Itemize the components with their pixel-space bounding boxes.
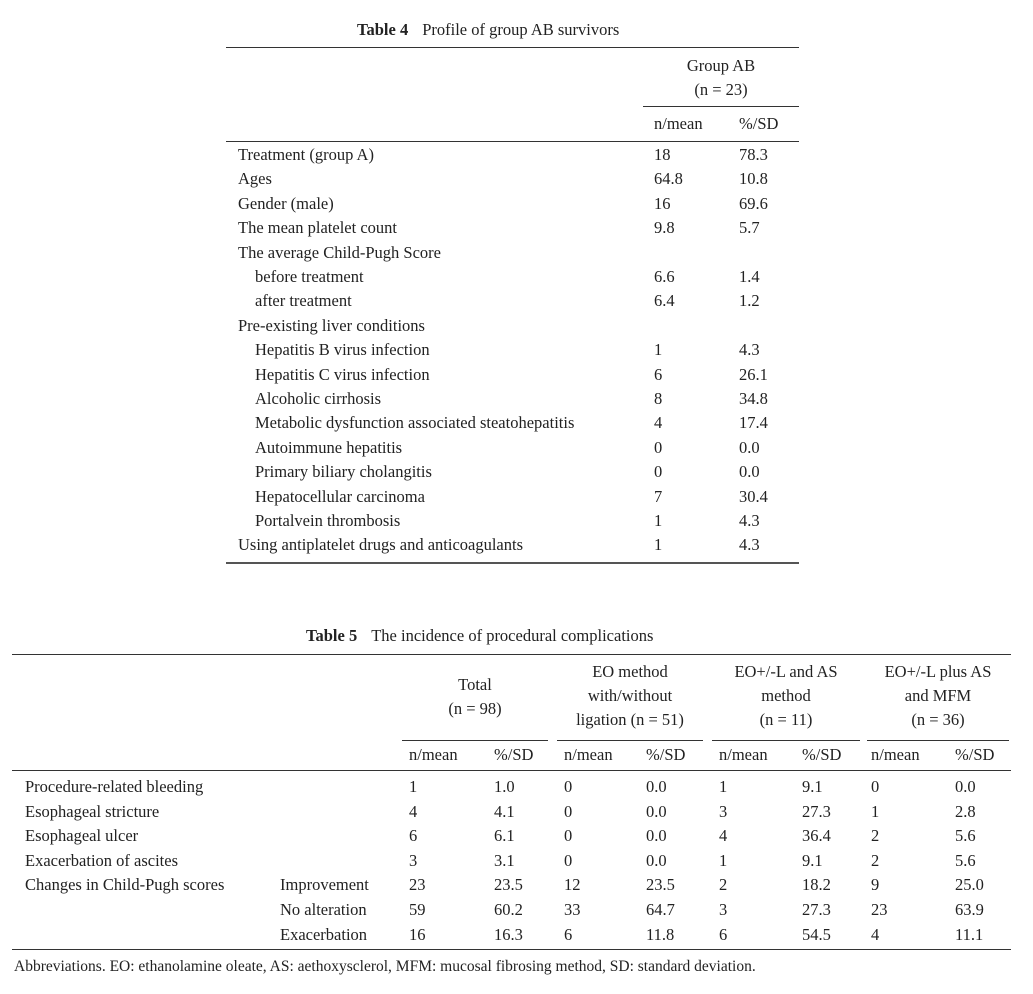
table5-cell-nmean: 0 bbox=[564, 801, 573, 821]
table5-cell-nmean: 6 bbox=[564, 924, 573, 944]
table4-row-nmean: 6.4 bbox=[654, 291, 675, 311]
table5-group-header-line: EO+/-L and AS bbox=[734, 662, 838, 681]
table4-row-nmean: 1 bbox=[654, 511, 663, 530]
table4-row-nmean: 7 bbox=[654, 486, 663, 506]
table5-cell-pctsd: 27.3 bbox=[802, 900, 831, 919]
table5-group-header-line: (n = 11) bbox=[759, 710, 813, 729]
table5-group-rule bbox=[867, 740, 1009, 741]
table4-row-label: Hepatitis C virus infection bbox=[255, 364, 430, 384]
table4-label: Table 4 bbox=[357, 20, 409, 39]
table4-row-pctsd: 4.3 bbox=[739, 511, 760, 530]
table5-cell-pctsd: 36.4 bbox=[802, 826, 831, 846]
table5-row-sublabel: Improvement bbox=[280, 875, 369, 895]
table5-group-header-line: Total bbox=[458, 675, 492, 694]
table5-cell-pctsd: 9.1 bbox=[802, 850, 823, 870]
table4-row-pctsd: 4.3 bbox=[739, 340, 760, 360]
table5-cell-pctsd: 63.9 bbox=[955, 900, 984, 919]
table5-cell-nmean: 6 bbox=[409, 826, 418, 846]
table4-row-nmean: 64.8 bbox=[654, 169, 683, 189]
table5-caption: The incidence of procedural complications bbox=[371, 626, 654, 645]
table5-cell-pctsd: 11.1 bbox=[955, 924, 984, 944]
table5-cell-pctsd: 0.0 bbox=[646, 777, 667, 796]
table5-cell-nmean: 1 bbox=[719, 850, 728, 870]
table4-row-nmean: 9.8 bbox=[654, 218, 675, 238]
table4-row-nmean: 16 bbox=[654, 193, 671, 213]
table4-row-nmean: 8 bbox=[654, 389, 663, 408]
table4-row-label: before treatment bbox=[255, 267, 364, 286]
table5-cell-nmean: 2 bbox=[719, 875, 728, 895]
table4-row-pctsd: 10.8 bbox=[739, 169, 768, 189]
table5-cell-nmean: 59 bbox=[409, 900, 426, 919]
table4-title bbox=[357, 20, 619, 40]
table4-row-label: The mean platelet count bbox=[238, 218, 397, 238]
table4-col-nmean: n/mean bbox=[654, 114, 703, 133]
table5-col-nmean: n/mean bbox=[871, 745, 920, 764]
table4-row-label: Primary biliary cholangitis bbox=[255, 462, 432, 482]
table5-cell-pctsd: 23.5 bbox=[646, 875, 675, 895]
table4-col-pctsd: %/SD bbox=[739, 114, 779, 133]
table5-cell-pctsd: 5.6 bbox=[955, 826, 976, 846]
table5-cell-nmean: 33 bbox=[564, 900, 581, 919]
table5-cell-nmean: 3 bbox=[719, 801, 728, 821]
table4-row-nmean: 4 bbox=[654, 413, 663, 433]
table5-label: Table 5 bbox=[306, 626, 358, 645]
table4-row-nmean: 0 bbox=[654, 462, 663, 482]
table5-top-rule bbox=[12, 654, 1011, 655]
table4-group-rule bbox=[643, 106, 799, 107]
table5-group-header-line: and MFM bbox=[904, 686, 972, 705]
table5-cell-pctsd: 54.5 bbox=[802, 924, 831, 944]
table5-group-rule bbox=[712, 740, 860, 741]
table5-cell-pctsd: 0.0 bbox=[646, 826, 667, 846]
table4-row-label: Pre-existing liver conditions bbox=[238, 315, 425, 335]
table5-group-header-line: (n = 98) bbox=[448, 699, 502, 718]
table5-cell-pctsd: 3.1 bbox=[494, 850, 515, 870]
table5-cell-pctsd: 0.0 bbox=[646, 801, 667, 821]
table5-cell-pctsd: 11.8 bbox=[646, 924, 675, 944]
table5-cell-nmean: 1 bbox=[719, 777, 728, 796]
table4-row-label: Using antiplatelet drugs and anticoagulants bbox=[238, 535, 524, 555]
table5-bottom-rule bbox=[12, 949, 1011, 950]
table5-cell-nmean: 23 bbox=[409, 875, 426, 895]
table4-row-label: Hepatocellular carcinoma bbox=[255, 486, 425, 506]
table5-cell-nmean: 0 bbox=[564, 850, 573, 870]
table5-footnote: Abbreviations. EO: ethanolamine oleate, AS: aethoxysclerol, MFM: mucosal fibrosing method, SD: standard deviation. bbox=[14, 958, 756, 975]
table4-row-label: Portalvein thrombosis bbox=[255, 511, 401, 530]
table4-row-pctsd: 34.8 bbox=[739, 389, 768, 408]
table5-header-rule bbox=[12, 770, 1011, 771]
table5-group-rule bbox=[557, 740, 703, 741]
table4-row-pctsd: 1.2 bbox=[739, 291, 760, 311]
table5-cell-nmean: 6 bbox=[719, 924, 728, 944]
table5-cell-nmean: 2 bbox=[871, 850, 880, 870]
table5-cell-pctsd: 64.7 bbox=[646, 900, 675, 919]
table5-group-header-line: ligation (n = 51) bbox=[576, 710, 684, 729]
table4-row-pctsd: 17.4 bbox=[739, 413, 768, 433]
table5-cell-nmean: 3 bbox=[409, 850, 418, 870]
table4-row-label: Gender (male) bbox=[238, 193, 334, 213]
table5-group-header-line: EO method bbox=[592, 662, 668, 681]
table5-cell-pctsd: 27.3 bbox=[802, 801, 831, 821]
table5-cell-pctsd: 0.0 bbox=[955, 777, 976, 796]
table4-caption: Profile of group AB survivors bbox=[422, 20, 620, 39]
table5-cell-nmean: 23 bbox=[871, 900, 888, 919]
table5-row-label: Exacerbation of ascites bbox=[25, 850, 179, 870]
table4-row-pctsd: 26.1 bbox=[739, 364, 768, 384]
table5-cell-nmean: 2 bbox=[871, 826, 880, 846]
table4-header-rule bbox=[226, 141, 799, 142]
table5-cell-nmean: 1 bbox=[409, 777, 418, 796]
table5-group-header-line: EO+/-L plus AS bbox=[884, 662, 992, 681]
table4-group-n: (n = 23) bbox=[694, 80, 748, 99]
table4-row-label: Alcoholic cirrhosis bbox=[255, 389, 382, 408]
table4-row-nmean: 0 bbox=[654, 437, 663, 457]
table4-row-nmean: 1 bbox=[654, 340, 663, 360]
table4-row-pctsd: 69.6 bbox=[739, 193, 768, 213]
table4-row-pctsd: 5.7 bbox=[739, 218, 760, 238]
table4-row-label: after treatment bbox=[255, 291, 352, 311]
table5-cell-pctsd: 60.2 bbox=[494, 900, 523, 919]
table5-cell-pctsd: 16.3 bbox=[494, 924, 523, 944]
table4-row-label: Ages bbox=[238, 169, 272, 189]
table5-cell-nmean: 0 bbox=[564, 777, 573, 796]
table5-cell-pctsd: 4.1 bbox=[494, 801, 515, 821]
table4-row-nmean: 18 bbox=[654, 145, 671, 164]
table5-col-nmean: n/mean bbox=[564, 745, 613, 764]
table5-group-header-line: with/without bbox=[587, 686, 673, 705]
table5-col-pctsd: %/SD bbox=[955, 745, 995, 764]
table4-top-rule bbox=[226, 47, 799, 48]
table5-row-sublabel: Exacerbation bbox=[280, 924, 368, 944]
table5-cell-nmean: 1 bbox=[871, 801, 880, 821]
table5-col-pctsd: %/SD bbox=[646, 745, 686, 764]
table5-col-nmean: n/mean bbox=[409, 745, 458, 764]
table5-cell-nmean: 0 bbox=[564, 826, 573, 846]
table5-cell-pctsd: 5.6 bbox=[955, 850, 976, 870]
table5-row-label: Changes in Child-Pugh scores bbox=[25, 875, 225, 895]
table5-cell-pctsd: 25.0 bbox=[955, 875, 984, 895]
table5-row-label: Esophageal stricture bbox=[25, 801, 160, 821]
table5-cell-pctsd: 6.1 bbox=[494, 826, 515, 846]
table5-row-label: Esophageal ulcer bbox=[25, 826, 139, 846]
table5-row-sublabel: No alteration bbox=[280, 900, 367, 919]
table5-cell-pctsd: 1.0 bbox=[494, 777, 515, 796]
table5-group-rule bbox=[402, 740, 548, 741]
table5-title bbox=[306, 626, 653, 646]
table4-row-pctsd: 0.0 bbox=[739, 462, 760, 482]
table5-cell-pctsd: 2.8 bbox=[955, 801, 976, 821]
table5-col-pctsd: %/SD bbox=[494, 745, 534, 764]
table5-cell-pctsd: 23.5 bbox=[494, 875, 523, 895]
table5-group-header-line: method bbox=[761, 686, 811, 705]
table5-cell-nmean: 4 bbox=[409, 801, 418, 821]
table5-row-label: Procedure-related bleeding bbox=[25, 777, 204, 796]
table5-cell-nmean: 12 bbox=[564, 875, 581, 895]
table4-row-label: Treatment (group A) bbox=[238, 145, 374, 164]
table4-row-label: Hepatitis B virus infection bbox=[255, 340, 430, 360]
table5-cell-pctsd: 9.1 bbox=[802, 777, 823, 796]
table5-cell-nmean: 9 bbox=[871, 875, 880, 895]
table4-row-pctsd: 4.3 bbox=[739, 535, 760, 555]
table5-col-nmean: n/mean bbox=[719, 745, 768, 764]
table4-bottom-rule bbox=[226, 562, 799, 564]
table4-row-nmean: 6 bbox=[654, 364, 663, 384]
table5-cell-pctsd: 18.2 bbox=[802, 875, 831, 895]
table5-cell-nmean: 16 bbox=[409, 924, 426, 944]
table5-group-header-line: (n = 36) bbox=[911, 710, 965, 729]
table4-row-pctsd: 1.4 bbox=[739, 267, 760, 286]
table4-row-label: Metabolic dysfunction associated steatohepatitis bbox=[255, 413, 575, 433]
table5-cell-nmean: 0 bbox=[871, 777, 880, 796]
table4-row-label: The average Child-Pugh Score bbox=[238, 242, 441, 262]
table5-cell-pctsd: 0.0 bbox=[646, 850, 667, 870]
table4-row-pctsd: 78.3 bbox=[739, 145, 768, 164]
table4-row-pctsd: 30.4 bbox=[739, 486, 768, 506]
table5-col-pctsd: %/SD bbox=[802, 745, 842, 764]
table4-row-pctsd: 0.0 bbox=[739, 437, 760, 457]
table4-row-nmean: 1 bbox=[654, 535, 663, 555]
table5-cell-nmean: 4 bbox=[871, 924, 880, 944]
table4-group-header: Group AB bbox=[686, 56, 756, 75]
table4-row-label: Autoimmune hepatitis bbox=[255, 437, 403, 457]
table5-cell-nmean: 4 bbox=[719, 826, 728, 846]
table4-row-nmean: 6.6 bbox=[654, 267, 675, 286]
table5-cell-nmean: 3 bbox=[719, 900, 728, 919]
